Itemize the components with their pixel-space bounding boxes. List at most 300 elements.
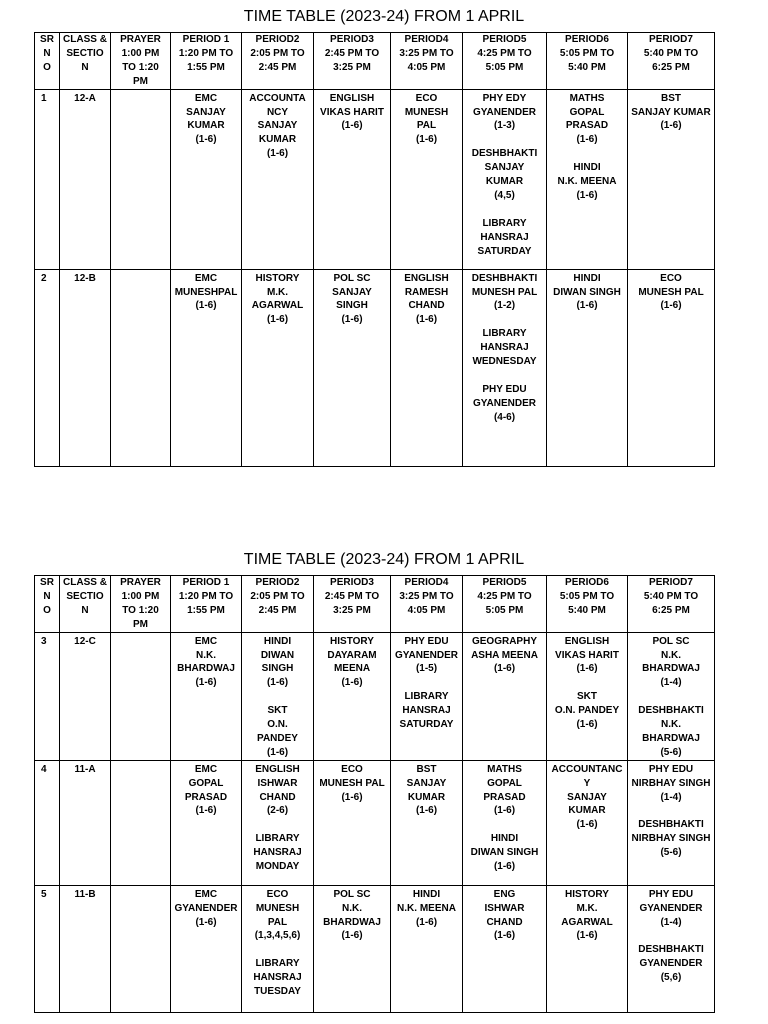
cell-line: LIBRARY [255, 833, 300, 845]
period-5-cell [463, 885, 547, 1012]
period-6-cell [547, 885, 628, 1012]
cell-line [464, 313, 545, 327]
cell-line: MUNESH [255, 902, 300, 914]
cell-line: MONDAY [255, 861, 300, 873]
cell-line [548, 676, 626, 690]
cell-line: (1-6) [576, 719, 598, 731]
cell-line: 4:25 PM TO [477, 47, 532, 59]
cell-line: EMC [194, 763, 218, 775]
cell-line: ENGLISH [404, 272, 449, 284]
period-7-cell [628, 760, 715, 885]
cell-line: N.K. [342, 902, 362, 914]
cell-line: SANJAY [332, 286, 372, 298]
cell-line: PHY EDY [482, 92, 527, 104]
cell-line: DESHBHAKTI [471, 148, 538, 160]
cell-line [548, 147, 626, 161]
cell-line: 3:25 PM TO [399, 47, 454, 59]
cell-line: (1-6) [493, 861, 516, 873]
cell-line: 5:40 PM TO [643, 47, 699, 59]
cell-line: VIKAS HARIT [320, 106, 384, 118]
cell-line: EMC [194, 92, 218, 104]
cell-line: AGARWAL [251, 300, 304, 312]
cell-line: 5:40 PM TO [643, 590, 699, 602]
timetable-row [35, 760, 715, 885]
cell-line: EMC [194, 272, 218, 284]
cell-line: (1-4) [660, 791, 682, 803]
cell-line: PERIOD 1 [182, 577, 230, 588]
cell-line: LIBRARY [482, 328, 527, 340]
period-5-cell [463, 269, 547, 466]
header-cell [314, 576, 391, 633]
cell-line: SATURDAY [477, 245, 532, 257]
header-row [35, 33, 715, 90]
cell-line: N [81, 61, 89, 73]
cell-line: SINGH [261, 663, 294, 675]
cell-line [243, 818, 312, 832]
cell-line: 6:25 PM [652, 61, 690, 73]
cell-line: (1-6) [493, 805, 516, 817]
timetable-row [35, 885, 715, 1012]
cell-line: BHARDWAJ [323, 916, 381, 928]
cell-line: O [43, 604, 51, 616]
class-section-cell: 12-B [60, 269, 111, 466]
cell-line: HANSRAJ [253, 972, 302, 984]
period-5-cell [463, 760, 547, 885]
cell-line: (1,3,4,5,6) [254, 930, 301, 942]
period-3-cell [314, 89, 391, 269]
period-3-cell [314, 632, 391, 760]
cell-line: 2:45 PM [258, 61, 297, 73]
cell-line: PHY EDU [482, 383, 527, 395]
cell-line [629, 929, 713, 943]
period-1-cell [171, 632, 242, 760]
header-cell [111, 33, 171, 90]
cell-line: KUMAR [485, 176, 524, 188]
cell-line: O.N. PANDEY [554, 705, 620, 717]
cell-line: PERIOD 1 [182, 34, 230, 45]
cell-line: (5-6) [660, 746, 682, 758]
cell-line: KUMAR [407, 791, 446, 803]
cell-line: PRASAD [184, 791, 228, 803]
cell-line: (1-4) [660, 916, 682, 928]
cell-line: ECO [341, 763, 363, 775]
cell-line: PERIOD7 [649, 34, 693, 45]
cell-line: O.N. [267, 719, 288, 731]
cell-line: (1-6) [415, 805, 438, 817]
cell-line: (1-6) [266, 746, 289, 758]
period-7-cell [628, 269, 715, 466]
header-cell [391, 576, 463, 633]
cell-line: (1-6) [493, 663, 516, 675]
header-cell [35, 576, 60, 633]
cell-line: KUMAR [258, 134, 297, 146]
cell-line: 4:25 PM TO [477, 590, 532, 602]
cell-line: PERIOD6 [565, 577, 609, 588]
header-cell [547, 33, 628, 90]
cell-line: 5:05 PM TO [559, 590, 615, 602]
timetable-table-top [34, 32, 715, 467]
cell-line: 4:05 PM [407, 604, 446, 616]
class-section-cell: 11-A [60, 760, 111, 885]
period-4-cell [391, 269, 463, 466]
cell-line: PRASAD [483, 791, 526, 803]
prayer-cell [111, 632, 171, 760]
cell-line: (1-6) [195, 677, 217, 689]
cell-line: DESHBHAKTI [638, 944, 704, 956]
cell-line: CLASS & [63, 34, 107, 45]
cell-line: (1-6) [576, 819, 598, 831]
cell-line: 3:25 PM [333, 604, 371, 616]
period-2-cell [242, 269, 314, 466]
prayer-cell [111, 269, 171, 466]
cell-line: 1:55 PM [187, 604, 225, 616]
cell-line: TUESDAY [254, 986, 301, 998]
period-6-cell [547, 632, 628, 760]
cell-line: GYANENDER [639, 902, 703, 914]
cell-line: O [43, 61, 51, 73]
cell-line: HINDI [573, 272, 601, 284]
cell-line: HINDI [490, 833, 519, 845]
period-1-cell [171, 760, 242, 885]
cell-line: 5:05 PM [485, 604, 524, 616]
cell-line: (1-6) [576, 134, 598, 146]
header-cell [171, 576, 242, 633]
cell-line: HANSRAJ [402, 705, 451, 717]
timetable-row [35, 269, 715, 466]
timetable-row [35, 89, 715, 269]
period-4-cell [391, 632, 463, 760]
period-1-cell [171, 89, 242, 269]
header-row [35, 576, 715, 633]
header-cell [463, 576, 547, 633]
cell-line: SKT [267, 705, 288, 717]
sr-no-cell: 4 [35, 760, 60, 885]
cell-line: PERIOD5 [482, 577, 527, 588]
cell-line: HISTORY [255, 272, 300, 284]
header-cell [35, 33, 60, 90]
cell-line: 4:05 PM [407, 61, 446, 73]
cell-line: SANJAY [567, 791, 607, 803]
sr-no-cell: 2 [35, 269, 60, 466]
cell-line: (1-6) [660, 300, 682, 312]
cell-line: 1:55 PM [187, 61, 225, 73]
cell-line: SR [40, 34, 54, 45]
cell-line: (1-6) [341, 930, 363, 942]
cell-line: SATURDAY [399, 719, 454, 731]
cell-line: DESHBHAKTI [638, 819, 704, 831]
cell-line: KUMAR [187, 120, 225, 132]
cell-line: PERIOD2 [255, 34, 300, 45]
cell-line: N [43, 47, 51, 59]
period-1-cell [171, 269, 242, 466]
cell-line: 3:25 PM TO [399, 590, 454, 602]
cell-line: (1-6) [576, 663, 598, 675]
cell-line: PHY EDU [648, 763, 694, 775]
class-section-cell: 11-B [60, 885, 111, 1012]
cell-line: (4-6) [493, 411, 516, 423]
cell-line: DIWAN SINGH [553, 286, 621, 298]
cell-line: SANJAY [484, 162, 525, 174]
cell-line: GYANENDER [473, 106, 536, 118]
cell-line: MUNESH [404, 106, 449, 118]
header-cell [242, 33, 314, 90]
cell-line: CLASS & [63, 577, 107, 588]
cell-line: HISTORY [330, 635, 374, 647]
cell-line: (1-6) [341, 677, 363, 689]
cell-line: MATHS [569, 92, 605, 104]
cell-line: MUNESH PAL [638, 286, 704, 298]
cell-line: M.K. [266, 286, 289, 298]
cell-line: ECO [660, 272, 682, 284]
period-3-cell [314, 885, 391, 1012]
cell-line: RAMESH [404, 286, 449, 298]
cell-line: (1-6) [660, 120, 682, 132]
header-cell [628, 576, 715, 633]
cell-line: DIWAN [260, 649, 295, 661]
cell-line: TO 1:20 [122, 61, 159, 73]
cell-line: (5-6) [660, 847, 682, 859]
cell-line: ECO [266, 888, 289, 900]
cell-line: AGARWAL [561, 916, 613, 928]
header-cell [391, 33, 463, 90]
cell-line: PANDEY [257, 732, 298, 744]
class-section-cell: 12-C [60, 632, 111, 760]
cell-line: N.K. [196, 649, 216, 661]
period-6-cell [547, 269, 628, 466]
cell-line: NCY [266, 106, 289, 118]
cell-line: KUMAR [568, 805, 606, 817]
header-cell [463, 33, 547, 90]
cell-line: LIBRARY [255, 958, 300, 970]
period-2-cell [242, 89, 314, 269]
cell-line: (1-6) [415, 314, 438, 326]
cell-line: (4,5) [494, 189, 515, 201]
timetable-title-top: TIME TABLE (2023-24) FROM 1 APRIL [243, 8, 525, 25]
cell-line: 6:25 PM [652, 604, 690, 616]
cell-line: 2:05 PM TO [250, 590, 305, 602]
cell-line: ENGLISH [329, 92, 375, 104]
cell-line: HANSRAJ [480, 231, 529, 243]
cell-line: (1-6) [195, 916, 217, 928]
period-4-cell [391, 760, 463, 885]
cell-line: ENGLISH [255, 763, 300, 775]
cell-line: MUNESHPAL [174, 286, 238, 298]
period-3-cell [314, 760, 391, 885]
cell-line: PHY EDU [404, 635, 449, 647]
header-cell [111, 576, 171, 633]
cell-line: (1-6) [341, 314, 363, 326]
cell-line: POL SC [652, 635, 690, 647]
cell-line: (1-6) [195, 300, 217, 312]
timetable-row [35, 632, 715, 760]
cell-line: GYANENDER [639, 958, 703, 970]
cell-line: SR [40, 577, 54, 588]
cell-line: GYANENDER [174, 902, 238, 914]
cell-line [464, 369, 545, 383]
cell-line: DESHBHAKTI [471, 272, 538, 284]
cell-line: SECTIO [66, 590, 104, 602]
header-cell [314, 33, 391, 90]
cell-line [392, 676, 461, 690]
period-7-cell [628, 632, 715, 760]
cell-line: (1-6) [266, 148, 289, 160]
cell-line: (1-6) [266, 677, 289, 689]
cell-line: HANSRAJ [480, 342, 529, 354]
cell-line: SANJAY [257, 120, 298, 132]
header-cell [628, 33, 715, 90]
cell-line: TO 1:20 [122, 604, 159, 616]
cell-line: ACCOUNTA [249, 92, 306, 104]
prayer-cell [111, 885, 171, 1012]
cell-line: SKT [577, 691, 597, 703]
cell-line: BHARDWAJ [642, 732, 700, 744]
cell-line: (1-6) [195, 134, 217, 146]
cell-line: EMC [194, 888, 218, 900]
cell-line: 2:45 PM TO [324, 590, 380, 602]
cell-line [629, 690, 713, 704]
cell-line: EMC [194, 635, 218, 647]
cell-line: NIRBHAY SINGH [631, 833, 711, 845]
period-2-cell [242, 632, 314, 760]
cell-line: BST [661, 92, 681, 104]
timetable-table-bottom [34, 575, 715, 1013]
period-6-cell [547, 760, 628, 885]
cell-line: PERIOD4 [404, 577, 449, 588]
cell-line: ISHWAR [257, 777, 298, 789]
cell-line: MATHS [487, 763, 522, 775]
class-section-cell: 12-A [60, 89, 111, 269]
cell-line [243, 690, 312, 704]
cell-line [464, 133, 545, 147]
cell-line: 5:05 PM [485, 61, 524, 73]
cell-line: HINDI [573, 162, 601, 174]
cell-line: 1:00 PM [121, 47, 160, 59]
cell-line: (1-6) [576, 300, 598, 312]
cell-line: 2:45 PM [258, 604, 297, 616]
cell-line: PM [133, 618, 148, 630]
cell-line: DIWAN SINGH [470, 847, 539, 859]
cell-line: SANJAY [186, 106, 226, 118]
cell-line: (1-3) [493, 120, 516, 132]
cell-line: (1-6) [341, 120, 363, 132]
cell-line: (1-6) [266, 314, 289, 326]
cell-line: (1-6) [576, 930, 598, 942]
header-cell [171, 33, 242, 90]
period-7-cell [628, 89, 715, 269]
cell-line: (1-6) [415, 916, 438, 928]
period-6-cell [547, 89, 628, 269]
cell-line: PAL [267, 916, 288, 928]
cell-line: ASHA MEENA [471, 649, 538, 661]
cell-line: LIBRARY [404, 691, 449, 703]
cell-line: GOPAL [569, 106, 605, 118]
cell-line: 5:40 PM [568, 604, 606, 616]
cell-line: 1:20 PM TO [178, 47, 234, 59]
cell-line: ACCOUNTANC [551, 763, 623, 775]
cell-line: N.K. [661, 719, 681, 731]
cell-line: PERIOD3 [330, 577, 374, 588]
prayer-cell [111, 760, 171, 885]
cell-line: (1-6) [576, 189, 598, 201]
cell-line: (5,6) [660, 972, 682, 984]
cell-line: HINDI [412, 888, 441, 900]
cell-line: 1:00 PM [121, 590, 160, 602]
cell-line: MUNESH PAL [319, 777, 385, 789]
cell-line: HINDI [263, 635, 292, 647]
cell-line: SANJAY [406, 777, 447, 789]
cell-line: (2-6) [266, 805, 289, 817]
cell-line: PERIOD2 [255, 577, 300, 588]
cell-line: ISHWAR [484, 902, 525, 914]
header-cell [60, 33, 111, 90]
cell-line: MEENA [333, 663, 371, 675]
cell-line [243, 943, 312, 957]
sr-no-cell: 3 [35, 632, 60, 760]
cell-line: SECTIO [66, 47, 104, 59]
cell-line: HANSRAJ [253, 847, 302, 859]
period-4-cell [391, 885, 463, 1012]
cell-line: PERIOD3 [330, 34, 374, 45]
cell-line: 2:45 PM TO [324, 47, 380, 59]
period-2-cell [242, 760, 314, 885]
cell-line: ENG [493, 888, 516, 900]
cell-line: Y [583, 777, 591, 789]
cell-line: PERIOD4 [404, 34, 449, 45]
cell-line: BHARDWAJ [177, 663, 235, 675]
period-3-cell [314, 269, 391, 466]
header-cell [242, 576, 314, 633]
cell-line: N [43, 590, 51, 602]
cell-line: POL SC [333, 888, 371, 900]
cell-line: PM [133, 75, 148, 87]
cell-line: HISTORY [565, 888, 609, 900]
cell-line: PAL [416, 120, 437, 132]
cell-line: PERIOD5 [482, 34, 527, 45]
period-7-cell [628, 885, 715, 1012]
cell-line: CHAND [259, 791, 296, 803]
cell-line: DESHBHAKTI [638, 705, 704, 717]
cell-line: N.K. [661, 649, 681, 661]
timetable-title-bottom: TIME TABLE (2023-24) FROM 1 APRIL [243, 551, 525, 568]
period-5-cell [463, 89, 547, 269]
cell-line: (1-4) [660, 677, 682, 689]
cell-line: 3:25 PM [333, 61, 371, 73]
cell-line: GEOGRAPHY [471, 635, 537, 647]
cell-line [464, 203, 545, 217]
cell-line: BST [416, 763, 437, 775]
cell-line: LIBRARY [482, 217, 527, 229]
cell-line: (1-6) [195, 805, 217, 817]
cell-line: SANJAY KUMAR [631, 106, 711, 118]
cell-line: 5:05 PM TO [559, 47, 615, 59]
cell-line: PHY EDU [648, 888, 694, 900]
cell-line [464, 818, 545, 832]
cell-line: POL SC [333, 272, 371, 284]
cell-line: DAYARAM [327, 649, 377, 661]
cell-line: M.K. [576, 902, 598, 914]
prayer-cell [111, 89, 171, 269]
cell-line: VIKAS HARIT [555, 649, 619, 661]
period-2-cell [242, 885, 314, 1012]
cell-line: (1-6) [341, 791, 363, 803]
cell-line [629, 804, 713, 818]
header-cell [547, 576, 628, 633]
cell-line: GOPAL [487, 777, 522, 789]
cell-line: (1-2) [493, 300, 516, 312]
cell-line: ECO [415, 92, 438, 104]
cell-line: N [81, 604, 89, 616]
cell-line: PRAYER [120, 34, 161, 45]
